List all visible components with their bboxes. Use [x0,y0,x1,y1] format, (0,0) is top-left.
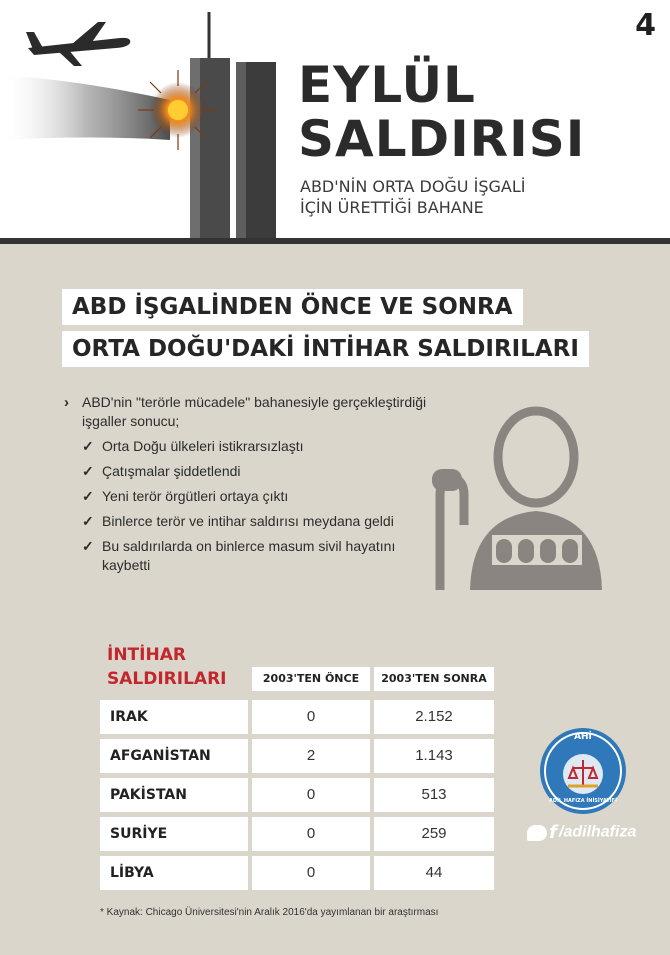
title-line-1: EYLÜL [298,56,476,114]
consequence-list [62,393,432,575]
column-header-after: 2003'TEN SONRA [374,667,494,691]
suicide-bomber-icon [430,405,610,595]
table-title-line-1: İNTİHAR [107,645,186,665]
row-after-value: 2.152 [374,700,494,734]
source-note: * Kaynak: Chicago Üniversitesi'nin Aralık 2016'da yayımlanan bir araştırması [100,907,439,918]
row-country: LİBYA [100,856,248,890]
page-number: 4 [635,8,656,43]
page-title [298,58,585,166]
check-icon: ✓ [82,438,94,454]
check-icon: ✓ [82,538,94,554]
row-country: AFGANİSTAN [100,739,248,773]
explosion-icon [138,70,218,150]
row-country: SURİYE [100,817,248,851]
row-before-value: 0 [252,856,370,890]
list-item-text: Yeni terör örgütleri ortaya çıktı [102,488,289,504]
header-illustration [0,0,300,240]
list-item [62,487,432,506]
social-handle-text[interactable]: /adilhafiza [559,823,637,841]
list-item [62,537,432,575]
row-before-value: 2 [252,739,370,773]
check-icon: ✓ [82,488,94,504]
list-item-text: Binlerce terör ve intihar saldırısı meydana geldi [102,513,394,529]
row-country: PAKİSTAN [100,778,248,812]
header-panel [0,0,670,240]
smoke-trail [0,75,170,140]
chevron-right-icon: › [64,394,69,411]
airplane-icon [26,22,130,66]
logo-top-text: AHİ [574,732,592,742]
section-headline-line-2: ORTA DOĞU'DAKİ İNTİHAR SALDIRILARI [62,331,589,367]
list-item-text: Çatışmalar şiddetlendi [102,463,241,479]
list-intro [62,393,432,431]
title-line-2: SALDIRISI [298,110,586,168]
row-after-value: 1.143 [374,739,494,773]
facebook-icon: f [549,822,557,843]
check-icon: ✓ [82,463,94,479]
subtitle-line-1: ABD'NİN ORTA DOĞU İŞGALİ [300,177,526,196]
check-icon: ✓ [82,513,94,529]
row-after-value: 513 [374,778,494,812]
table-title-line-2: SALDIRILARI [107,669,227,689]
subtitle-line-2: İÇİN ÜRETTİĞİ BAHANE [300,198,484,217]
list-item-text: Orta Doğu ülkeleri istikrarsızlaştı [102,438,304,454]
social-handle-group[interactable] [527,822,636,843]
twitter-icon [527,825,547,841]
column-header-before: 2003'TEN ÖNCE [252,667,370,691]
intro-text: ABD'nin "terörle mücadele" bahanesiyle gerçekleştirdiği işgaller sonucu; [82,394,427,429]
row-after-value: 44 [374,856,494,890]
list-item-text: Bu saldırılarda on binlerce masum sivil hayatını kaybetti [102,538,396,573]
table-title [107,643,227,691]
ahi-logo [540,728,626,814]
page-subtitle [300,176,525,218]
header-divider [0,238,670,244]
row-after-value: 259 [374,817,494,851]
row-before-value: 0 [252,817,370,851]
row-country: IRAK [100,700,248,734]
list-item [62,462,432,481]
row-before-value: 0 [252,778,370,812]
section-headline-line-1: ABD İŞGALİNDEN ÖNCE VE SONRA [62,289,523,325]
list-item [62,437,432,456]
row-before-value: 0 [252,700,370,734]
logo-ring-text: ADİL HAFIZA İNİSİYATİFİ [549,798,617,804]
list-item [62,512,432,531]
